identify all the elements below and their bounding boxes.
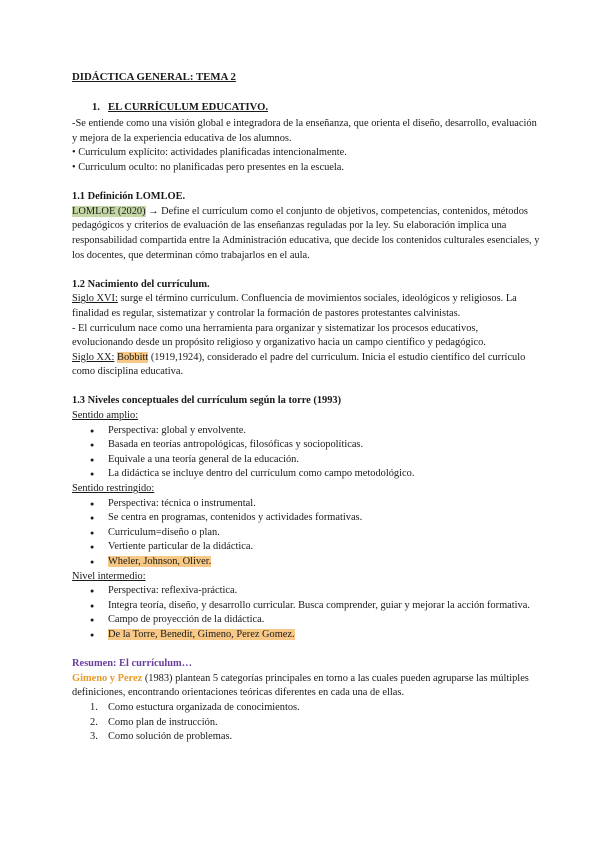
list-item: [90, 701, 540, 716]
resumen-authors: Gimeno y Perez: [72, 672, 143, 684]
nivel-intermedio-list: [72, 584, 540, 642]
siglo-xvi-paragraph: [72, 292, 540, 321]
resumen-paragraph: [72, 672, 540, 701]
sentido-restringido-label: Sentido restringido:: [72, 483, 155, 495]
list-item-authors: [90, 628, 540, 643]
sentido-amplio-label: Sentido amplio:: [72, 410, 139, 422]
list-item: [90, 730, 540, 745]
lomloe-text: → Define el currículum como el conjunto de objetivos, competencias, contenidos, métodos pedagógicos y criterios de evaluación de las enseñanzas reguladas por la ley. Su elaboración implica una responsabilidad compartida entre la Administración educativa, que decide los contenidos culturales esenciales, y los docentes, que determinan cómo trabajarlos en el aula.: [72, 205, 540, 261]
list-text: Como solución de problemas.: [108, 731, 233, 743]
nivel-intermedio-label: Nivel intermedio:: [72, 570, 146, 582]
siglo-xvi-label: Siglo XVI:: [72, 293, 118, 305]
list-number: 2.: [90, 716, 98, 728]
list-item-authors: [90, 555, 540, 570]
authors-highlight: De la Torre, Benedit, Gimeno, Perez Gomez.: [108, 628, 295, 640]
list-item: [90, 716, 540, 731]
section-1-1-title: 1.1 Definición LOMLOE.: [72, 191, 186, 203]
section-1-title-text: EL CURRÍCULUM EDUCATIVO.: [108, 101, 268, 113]
list-item: ● Se centra en programas, contenidos y actividades formativas.: [90, 511, 540, 526]
section-1-3-title: 1.3 Niveles conceptuales del currículum según la torre (1993): [72, 395, 342, 407]
section-1-title: [92, 101, 540, 116]
siglo-xvi-text: surge el término curriculum. Confluencia de movimientos sociales, ideológicos y religiosos. La finalidad es regular, sistematizar y controlar la formación de pastores protestantes calvinistas.: [72, 293, 517, 319]
document-title: DIDÁCTICA GENERAL: TEMA 2: [72, 71, 236, 83]
resumen-text: (1983) plantean 5 categorías principales en torno a las cuales pueden agruparse las múltiples definiciones, encontrando orientaciones teóricas diferentes en cada una de ellas.: [72, 672, 529, 699]
explicit-curriculum: • Curriculum explícito: actividades planificadas intencionalmente.: [72, 147, 347, 159]
list-item: ● Basada en teorías antropológicas, filosóficas y sociopolíticas.: [90, 438, 540, 453]
siglo-xx-paragraph: [72, 351, 540, 380]
curriculum-origin-paragraph: - El curriculum nace como una herramienta para organizar y sistematizar los procesos educativos, evolucionando desde un propósito religioso y organizativo hacia un campo científico y pedagógico.: [72, 322, 486, 349]
section-1-intro: -Se entiende como una visión global e integradora de la enseñanza, que orienta el diseño, desarrollo, evaluación y mejora de la experiencia educativa de los alumnos.: [72, 118, 537, 144]
siglo-xx-label: Siglo XX:: [72, 351, 115, 363]
list-item: ● Curriculum=diseño o plan.: [90, 526, 540, 541]
sentido-amplio-list: [72, 424, 540, 482]
sentido-restringido-list: [72, 497, 540, 570]
list-number: 3.: [90, 731, 98, 743]
bobbitt-name: Bobbitt: [117, 351, 149, 363]
list-item: ● Equivale a una teoría general de la educación.: [90, 453, 540, 468]
list-item: ● Integra teoría, diseño, y desarrollo curricular. Busca comprender, guiar y mejorar la acción formativa.: [90, 599, 540, 614]
section-1-number: 1.: [92, 101, 100, 113]
list-item: ● Vertiente particular de la didáctica.: [90, 540, 540, 555]
resumen-title: Resumen: El currículum…: [72, 658, 193, 670]
list-number: 1.: [90, 701, 98, 713]
section-1-2-title: 1.2 Nacimiento del currículum.: [72, 278, 210, 290]
lomloe-definition: [72, 205, 540, 263]
list-text: Como plan de instrucción.: [108, 716, 218, 728]
authors-highlight: Wheler, Johnson, Oliver.: [108, 556, 212, 567]
lomloe-term: LOMLOE (2020): [72, 205, 146, 217]
list-item: ● Perspectiva: global y envolvente.: [90, 424, 540, 439]
list-item: ● La didáctica se incluye dentro del currículum como campo metodológico.: [90, 467, 540, 482]
list-item: ● Perspectiva: reflexiva-práctica.: [90, 584, 540, 599]
list-item: ● Perspectiva: técnica o instrumental.: [90, 497, 540, 512]
list-item: ● Campo de proyección de la didáctica.: [90, 613, 540, 628]
siglo-xx-text: (1919,1924), considerado el padre del curriculum. Inicia el estudio científico del currículo como disciplina educativa.: [72, 351, 526, 378]
resumen-list: [72, 701, 540, 745]
hidden-curriculum: • Curriculum oculto: no planificadas pero presentes en la escuela.: [72, 161, 344, 173]
list-text: Como estuctura organizada de conocimientos.: [108, 701, 300, 713]
